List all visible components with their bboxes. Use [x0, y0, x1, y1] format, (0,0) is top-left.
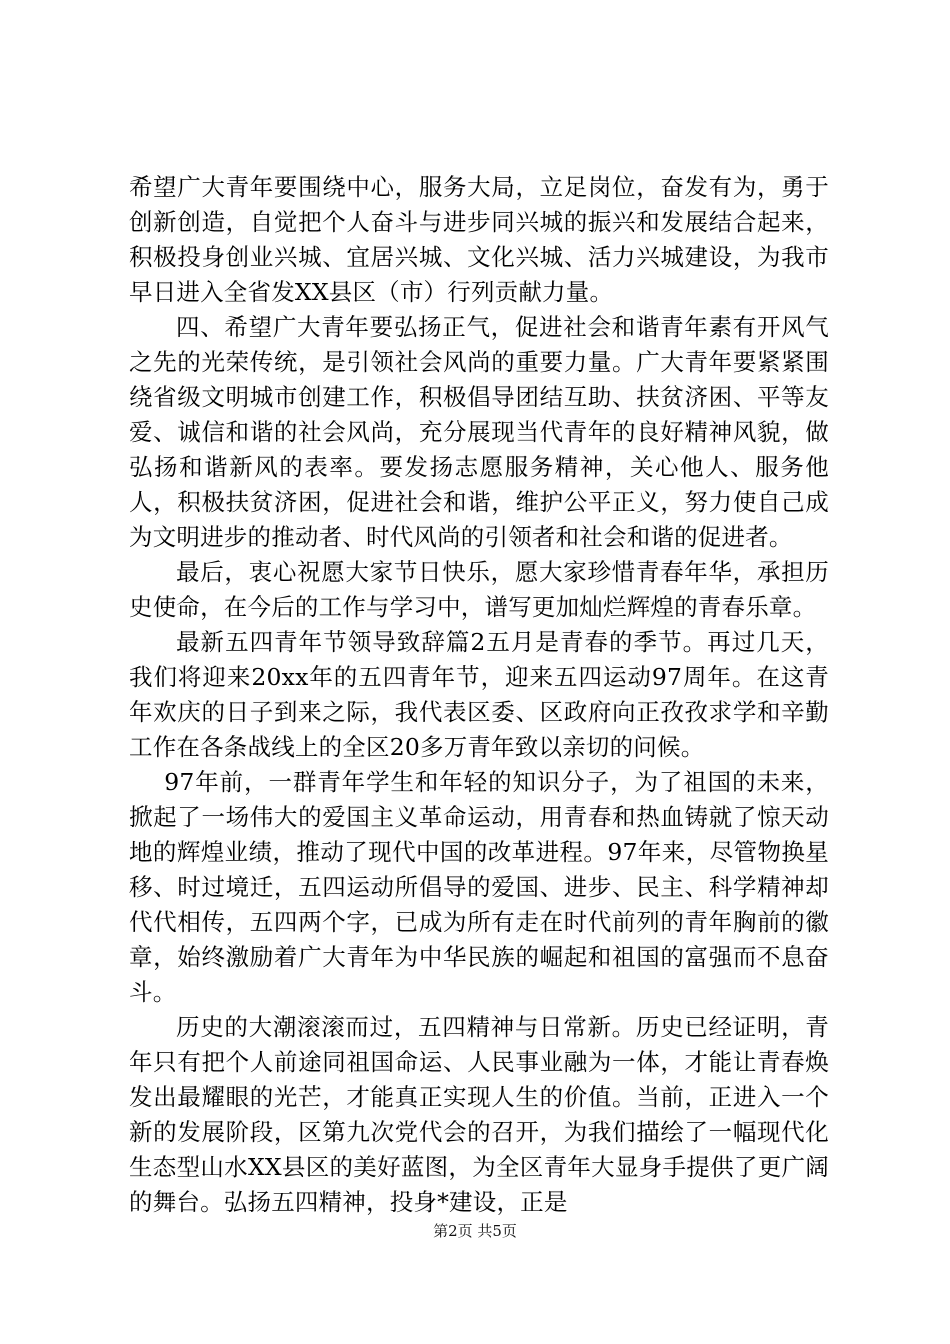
paragraph-1: 希望广大青年要围绕中心，服务大局，立足岗位，奋发有为，勇于创新创造，自觉把个人奋斗与进步同兴城的振兴和发展结合起来，积极投身创业兴城、宜居兴城、文化兴城、活力兴城建设，为我市早日进入全省发XX县区（市）行列贡献力量。 — [129, 173, 829, 306]
paragraph-6: 历史的大潮滚滚而过，五四精神与日常新。历史已经证明，青年只有把个人前途同祖国命运、人民事业融为一体，才能让青春焕发出最耀眼的光芒，才能真正实现人生的价值。当前，正进入一个新的发展阶段，区第九次党代会的召开，为我们描绘了一幅现代化生态型山水XX县区的美好蓝图，为全区青年大显身手提供了更广阔的舞台。弘扬五四精神，投身*建设，正是 — [129, 1013, 829, 1216]
page-number-footer: 第2页 共5页 — [433, 1222, 517, 1240]
paragraph-2: 四、希望广大青年要弘扬正气，促进社会和谐青年素有开风气之先的光荣传统，是引领社会风尚的重要力量。广大青年要紧紧围绕省级文明城市创建工作，积极倡导团结互助、扶贫济困、平等友爱、诚信和谐的社会风尚，充分展现当代青年的良好精神风貌，做弘扬和谐新风的表率。要发扬志愿服务精神，关心他人、服务他人，积极扶贫济困，促进社会和谐，维护公平正义，努力使自己成为文明进步的推动者、时代风尚的引领者和社会和谐的促进者。 — [129, 313, 829, 551]
paragraph-5: 97年前，一群青年学生和年轻的知识分子，为了祖国的未来，掀起了一场伟大的爱国主义革命运动，用青春和热血铸就了惊天动地的辉煌业绩，推动了现代中国的改革进程。97年来，尽管物换星移、时过境迁，五四运动所倡导的爱国、进步、民主、科学精神却代代相传，五四两个字，已成为所有走在时代前列的青年胸前的徽章，始终激励着广大青年为中华民族的崛起和祖国的富强而不息奋斗。 — [129, 768, 829, 1006]
paragraph-3: 最后，衷心祝愿大家节日快乐，愿大家珍惜青春年华，承担历史使命，在今后的工作与学习中，谱写更加灿烂辉煌的青春乐章。 — [129, 558, 829, 621]
paragraph-4: 最新五四青年节领导致辞篇2五月是青春的季节。再过几天，我们将迎来20xx年的五四青年节，迎来五四运动97周年。在这青年欢庆的日子到来之际，我代表区委、区政府向正孜孜求学和辛勤工作在各条战线上的全区20多万青年致以亲切的问候。 — [129, 628, 829, 761]
document-body — [129, 170, 829, 1220]
